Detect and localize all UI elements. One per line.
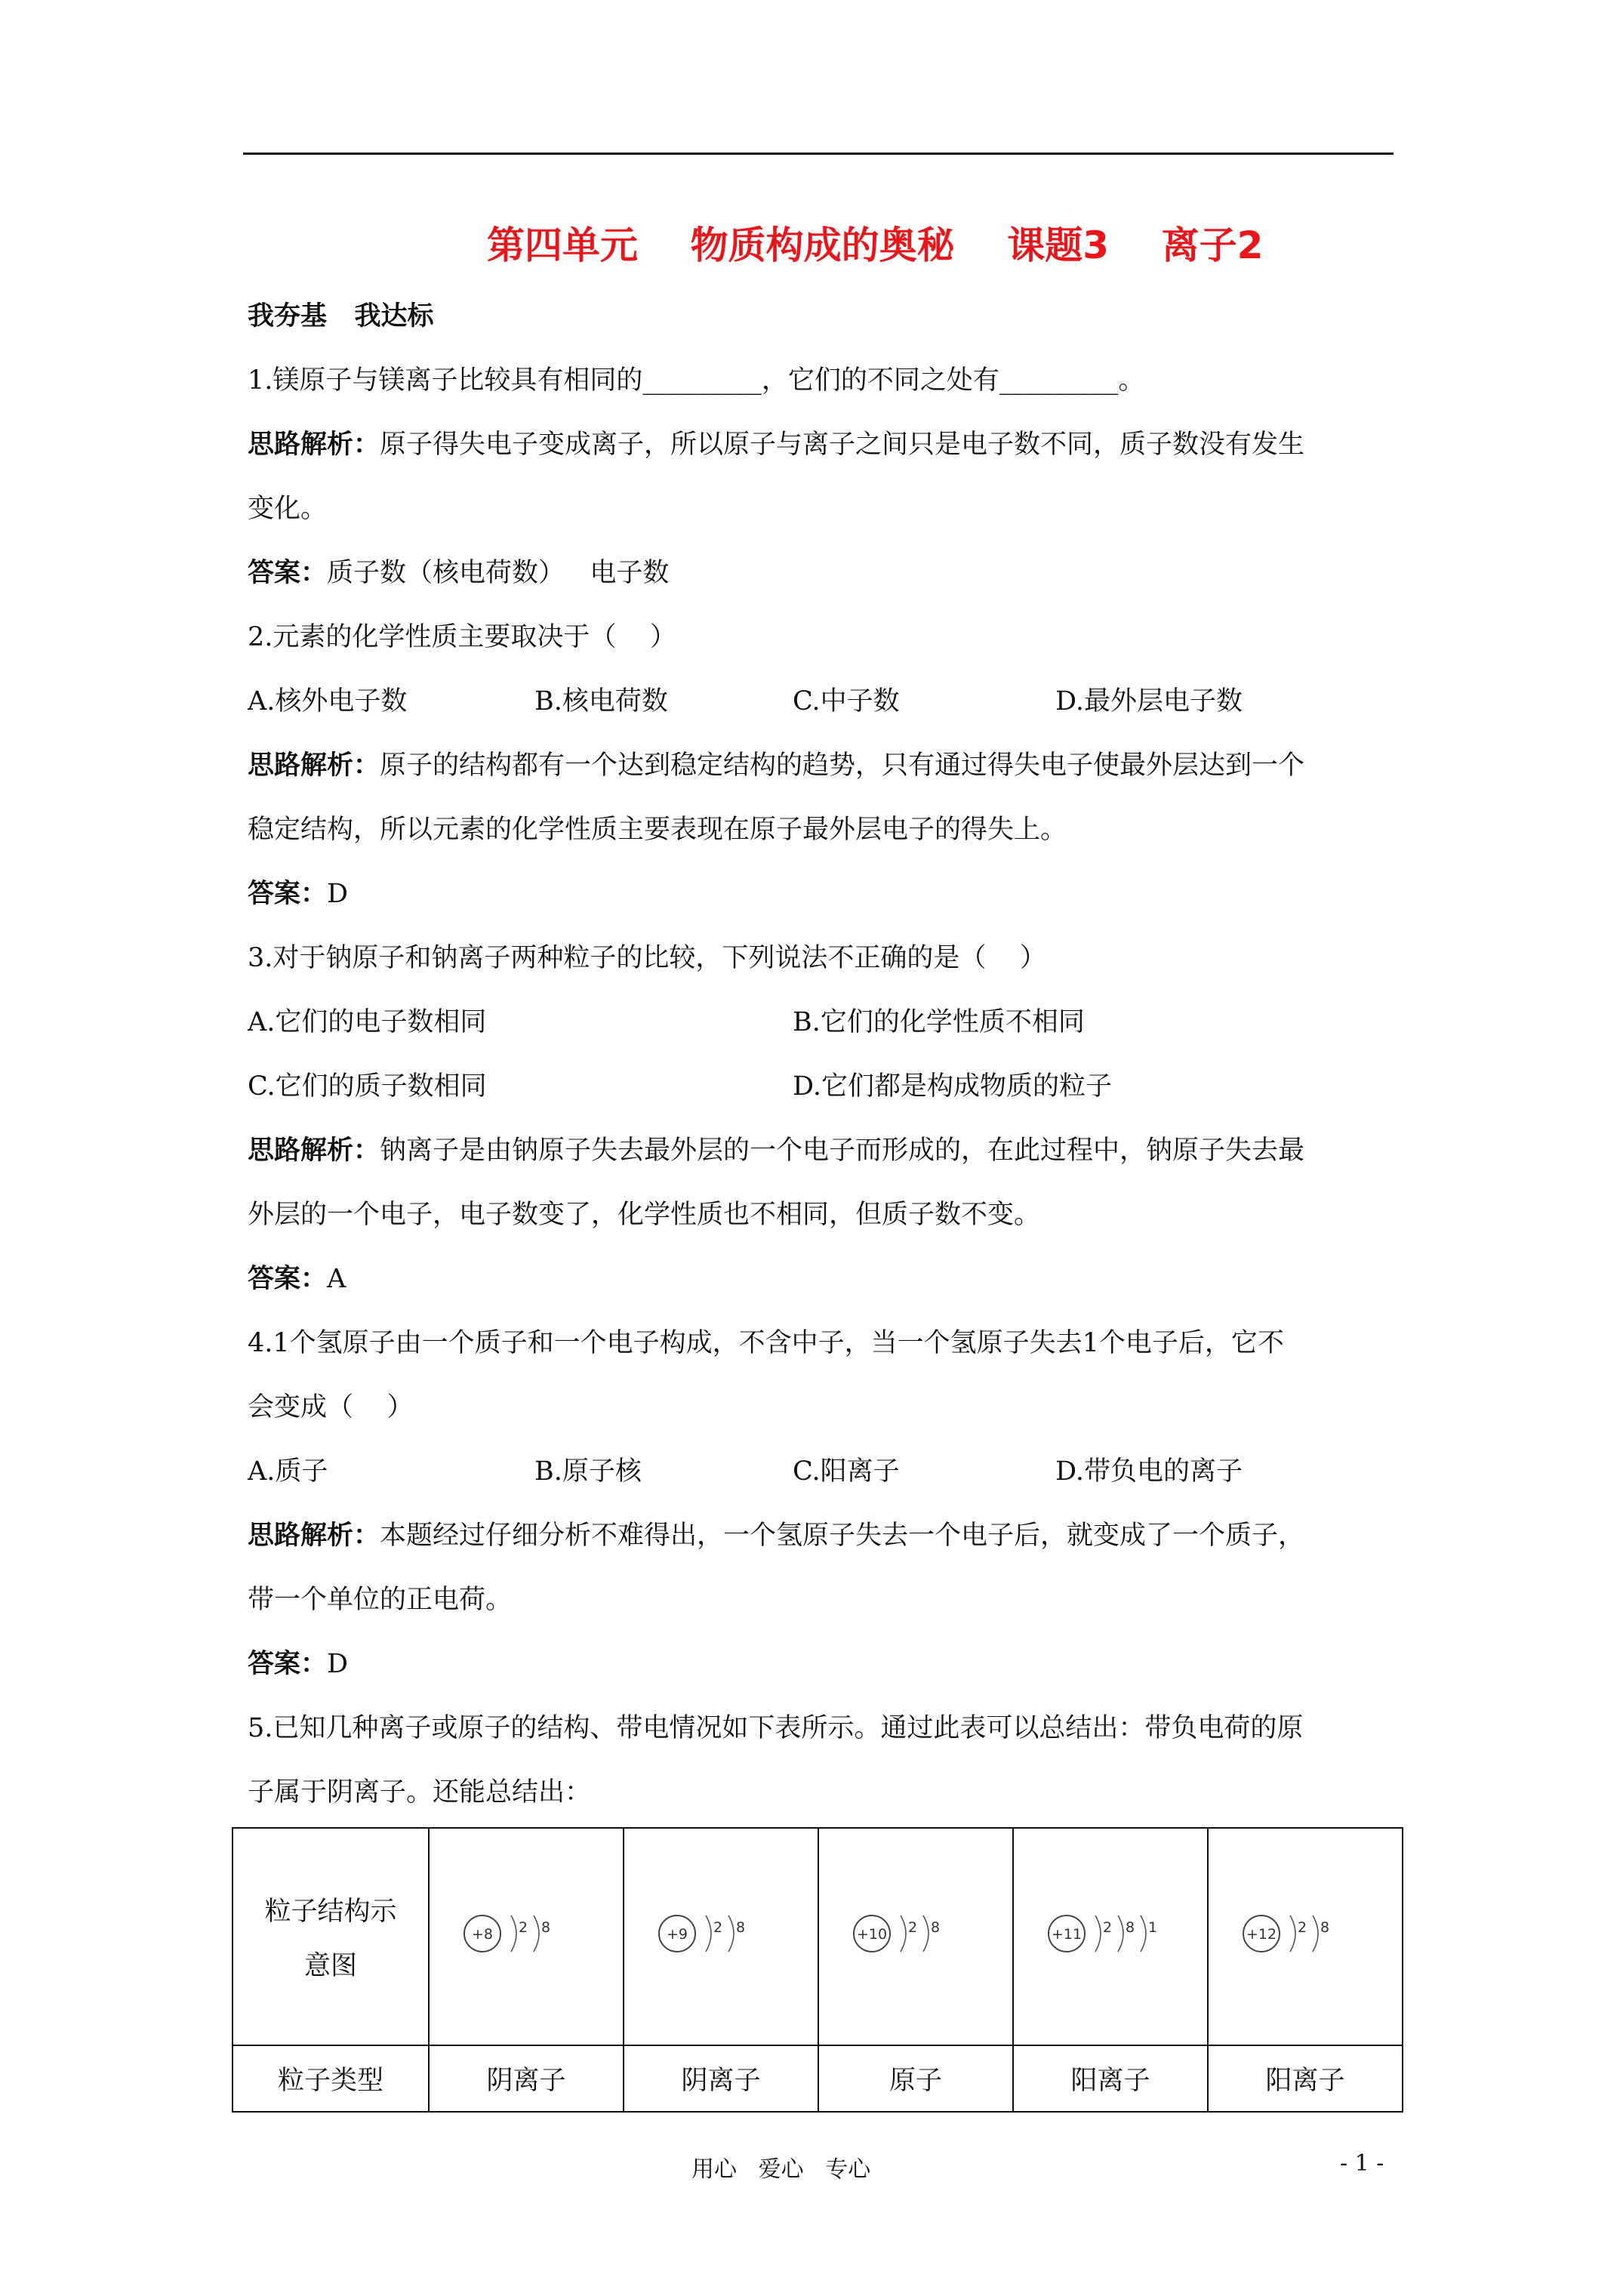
- shell-electron-count: 2: [518, 1918, 528, 1936]
- electron-shell-arc: [706, 1915, 711, 1952]
- particle-table: [232, 1827, 1403, 2113]
- atom-structure-diagram: [1035, 1900, 1186, 1968]
- option-2b: B.核电荷数: [534, 686, 668, 717]
- page-title: 第四单元 物质构成的奥秘 课题3 离子2: [487, 223, 1264, 267]
- shell-electron-count: 2: [713, 1918, 723, 1936]
- table-row: [233, 2045, 1403, 2112]
- table-row: [233, 1828, 1403, 2045]
- footer-motto: 用心 爱心 专心: [691, 2156, 871, 2183]
- table-header-cell: 粒子结构示 意图: [233, 1828, 429, 2045]
- section-heading: 我夯基 我达标: [248, 301, 434, 331]
- shell-electron-count: 8: [1125, 1918, 1135, 1936]
- analysis-1-cont: 变化。: [248, 494, 328, 524]
- answer-2: 答案：D: [248, 879, 349, 909]
- electron-shell-arc: [511, 1915, 516, 1952]
- electron-shell-arc: [728, 1915, 734, 1952]
- nucleus-charge: +9: [666, 1925, 688, 1943]
- question-3: 3.对于钠原子和钠离子两种粒子的比较，下列说法不正确的是（ ）: [248, 943, 1046, 973]
- question-4-cont: 会变成（ ）: [248, 1392, 414, 1422]
- shell-electron-count: 8: [735, 1918, 746, 1936]
- type-cell: 阴离子: [429, 2045, 624, 2112]
- electron-shell-arc: [1095, 1915, 1101, 1952]
- analysis-3-cont: 外层的一个电子，电子数变了，化学性质也不相同，但质子数不变。: [248, 1200, 1041, 1230]
- analysis-2-cont: 稳定结构，所以元素的化学性质主要表现在原子最外层电子的得失上。: [248, 815, 1067, 845]
- analysis-4-cont: 带一个单位的正电荷。: [248, 1585, 513, 1615]
- option-2d: D.最外层电子数: [1055, 686, 1243, 717]
- atom-structure-diagram: [1230, 1900, 1381, 1968]
- type-cell: 阳离子: [1013, 2045, 1208, 2112]
- option-2a: A.核外电子数: [248, 686, 408, 717]
- nucleus-charge: +8: [471, 1925, 494, 1943]
- diagram-cell: [429, 1828, 624, 2045]
- type-cell: 原子: [818, 2045, 1013, 2112]
- option-4a: A.质子: [248, 1456, 328, 1487]
- nucleus-charge: +10: [856, 1925, 888, 1943]
- electron-shell-arc: [1141, 1915, 1146, 1952]
- analysis-3: 思路解析：钠离子是由钠原子失去最外层的一个电子而形成的，在此过程中，钠原子失去最: [248, 1136, 1305, 1166]
- electron-shell-arc: [1118, 1915, 1123, 1952]
- shell-electron-count: 8: [1320, 1918, 1330, 1936]
- analysis-4: 思路解析：本题经过仔细分析不难得出，一个氢原子失去一个电子后，就变成了一个质子，: [248, 1521, 1305, 1551]
- type-cell: 阴离子: [624, 2045, 818, 2112]
- electron-shell-arc: [1313, 1915, 1318, 1952]
- diagram-cell: [1013, 1828, 1208, 2045]
- atom-structure-diagram: [451, 1900, 602, 1968]
- shell-electron-count: 2: [1102, 1918, 1113, 1936]
- electron-shell-arc: [923, 1915, 929, 1952]
- analysis-2: 思路解析：原子的结构都有一个达到稳定结构的趋势，只有通过得失电子使最外层达到一个: [248, 750, 1305, 781]
- shell-electron-count: 2: [1297, 1918, 1307, 1936]
- question-5-cont: 子属于阴离子。还能总结出：: [248, 1777, 592, 1808]
- option-4b: B.原子核: [534, 1456, 642, 1487]
- option-3c: C.它们的质子数相同: [248, 1071, 487, 1102]
- diagram-cell: [1208, 1828, 1403, 2045]
- shell-electron-count: 2: [907, 1918, 918, 1936]
- question-1: 1.镁原子与镁离子比较具有相同的_________，它们的不同之处有_________。: [248, 365, 1145, 396]
- electron-shell-arc: [534, 1915, 539, 1952]
- electron-shell-arc: [1290, 1915, 1295, 1952]
- option-4c: C.阳离子: [793, 1456, 900, 1487]
- diagram-cell: [624, 1828, 818, 2045]
- option-4d: D.带负电的离子: [1055, 1456, 1243, 1487]
- question-2: 2.元素的化学性质主要取决于（ ）: [248, 622, 676, 652]
- analysis-1: 思路解析：原子得失电子变成离子，所以原子与离子之间只是电子数不同，质子数没有发生: [248, 430, 1305, 460]
- shell-electron-count: 8: [930, 1918, 941, 1936]
- option-3d: D.它们都是构成物质的粒子: [793, 1071, 1112, 1102]
- table-header-cell: 粒子类型: [233, 2045, 429, 2112]
- header-rule: [243, 153, 1394, 155]
- option-3a: A.它们的电子数相同: [248, 1007, 487, 1037]
- option-2c: C.中子数: [793, 686, 900, 717]
- nucleus-charge: +11: [1051, 1925, 1083, 1943]
- nucleus-charge: +12: [1246, 1925, 1277, 1943]
- electron-shell-arc: [901, 1915, 906, 1952]
- atom-structure-diagram: [840, 1900, 991, 1968]
- shell-electron-count: 8: [540, 1918, 551, 1936]
- shell-electron-count: 1: [1147, 1918, 1158, 1936]
- type-cell: 阳离子: [1208, 2045, 1403, 2112]
- answer-1: 答案：质子数（核电荷数） 电子数: [248, 558, 670, 588]
- answer-4: 答案：D: [248, 1649, 349, 1679]
- question-5: 5.已知几种离子或原子的结构、带电情况如下表所示。通过此表可以总结出：带负电荷的原: [248, 1713, 1304, 1743]
- atom-structure-diagram: [645, 1900, 796, 1968]
- diagram-cell: [818, 1828, 1013, 2045]
- answer-3: 答案：A: [248, 1264, 346, 1294]
- question-4: 4.1个氢原子由一个质子和一个电子构成，不含中子，当一个氢原子失去1个电子后，它不: [248, 1328, 1284, 1358]
- page-number: - 1 -: [1340, 2150, 1384, 2177]
- option-3b: B.它们的化学性质不相同: [793, 1007, 1085, 1037]
